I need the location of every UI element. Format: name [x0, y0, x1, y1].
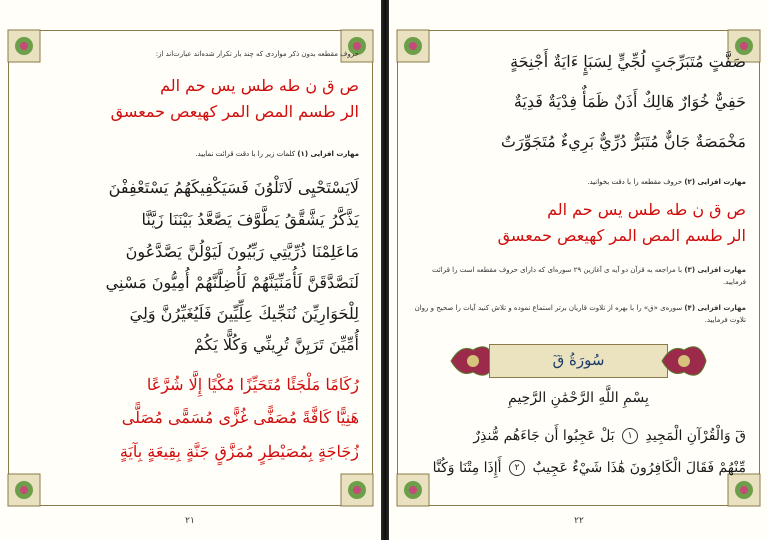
bismillah: بِسْمِ اللَّهِ الرَّحْمَٰنِ الرَّحِيمِ	[508, 390, 649, 406]
skill-text: با مراجعه به قرآن دو آیه ی آغازین ۲۹ سوره‌ای که دارای حروف مقطعه است را قرائت فرمایید.	[431, 266, 746, 286]
muqattaat-line-1: ص ق ن طه طس يس حم الم	[547, 200, 746, 219]
left-content	[22, 0, 359, 540]
page-number: ۲۱	[185, 516, 195, 526]
skill-title: مهارت افزایی (۱)	[297, 150, 359, 158]
word-row: هَنِيًّا كَافَّةً مُصَفًّى غُزًّى مُسَمًّى مُصَلًّى	[121, 408, 359, 427]
skill-title: مهارت افزایی (۴)	[684, 304, 746, 312]
right-page	[389, 0, 768, 540]
verse-number-icon: ٢	[509, 460, 525, 476]
skill-title: مهارت افزایی (۳)	[684, 266, 746, 274]
word-row: لِلْحَوَارِيِّنَ نُنَجِّيكَ عِلِّيِّينَ فَلَيُغَيِّرُنَّ وَلِيَ	[129, 304, 359, 323]
verse-line	[411, 428, 746, 444]
verse-text: أَإِذَا مِتْنَا وَكُنَّا	[432, 460, 502, 476]
verse-content	[411, 0, 746, 540]
skill-title: مهارت افزایی (۲)	[684, 178, 746, 186]
intro-text: حروف مقطعه بدون ذکر مواردی که چند بار تکرار شده‌اند عبارت‌اند از:	[155, 50, 359, 58]
book-spine	[381, 0, 389, 540]
word-row: أُمِّيِّنَ تَرَيِنَّ تُرِينِّي وَكُلًّا يَكُمْ	[193, 335, 359, 354]
quran-word-row: مَخْمَصَةٌ جَانٌّ مُتَبَرٌّ دُرِّيٌّ بَرِيءٌ مُتَجَوِّرَتٌ	[500, 132, 746, 151]
skill-text: سوره‌ی «ق» را با بهره از تلاوت قاریان برتر استماع نموده و تلاش کنید آیات را صحیح و روان تلاوت فرمایید.	[414, 304, 746, 324]
verse-text: مِّنْهُمْ فَقَالَ الْكَافِرُونَ هَٰذَا شَيْءٌ عَجِيبٌ	[532, 460, 746, 476]
page-number: ۲۲	[574, 516, 584, 526]
left-page	[0, 0, 381, 540]
verse-number-icon: ١	[622, 428, 638, 444]
quran-word-row: حَفِيٌّ خُوَارٌ هَالِكٌ أَذَنٌ ظَمَأٌ فِدْيَةٌ فَدِيَةٌ	[513, 92, 746, 111]
verse-text: بَلْ عَجِبُوا أَن جَاءَهُم مُّنذِرٌ	[473, 428, 615, 444]
word-row: زُجَاجَةٍ بِمُصَيْطِرٍ مُمَزَّقٍ جَنَّةٍ بِقِيعَةٍ بِآيَةٍ	[119, 442, 359, 461]
word-row: مَاعَلِمْنَا ذُرِّيَّتِي رَبِّيُونَ لَيَوْلُنَّ يَصَّدَّعُونَ	[125, 242, 359, 261]
verse-text: قٓ وَالْقُرْآنِ الْمَجِيدِ	[645, 428, 746, 444]
word-row: يَذَّكَّرُ يَشَّقَّقُ يَطَّوَّفَ يَصَّعَّدُ بَيْنَنَا زَيَّنَّا	[141, 210, 359, 229]
verse-line	[411, 460, 746, 476]
word-row: لَنَصَّدَّقَنَّ لَأُمَنِّيَنَّهُمْ لَأُضِلَّنَّهُمْ أُمِيُّونَ مَسْنِي	[105, 273, 359, 292]
muqattaat-line-2: الر طسم المص المر كهيعص حمعسق	[497, 226, 746, 245]
quran-word-row: صَفَّتٍ مُتَبَرِّجَتٍ لُجِّيٍّ لِسَبَإٍ ءَايَةٌ أَجْنِحَةٍ	[510, 52, 746, 71]
muqattaat-line-2: الر طسم المص المر كهيعص حمعسق	[110, 102, 359, 121]
muqattaat-line-1: ص ق ن طه طس يس حم الم	[160, 76, 359, 95]
surah-title: سُورَةُ قٓ	[552, 351, 605, 369]
word-row: رُكَامًا مَلْجَئًا مُتَحَيِّزًا مُكْيًا إِلَّا شُرَّعًا	[146, 375, 359, 394]
word-row: لَايَسْتَحْيِى لَاتَلْوُنَ فَسَيَكْفِيكَهُمُ يَسْتَعْفِفْنَ	[108, 178, 359, 197]
skill-text: کلمات زیر را با دقت قرائت نمایید.	[195, 150, 296, 158]
skill-heading	[22, 150, 359, 158]
skill-text: حروف مقطعه را با دقت بخوانید.	[587, 178, 683, 186]
